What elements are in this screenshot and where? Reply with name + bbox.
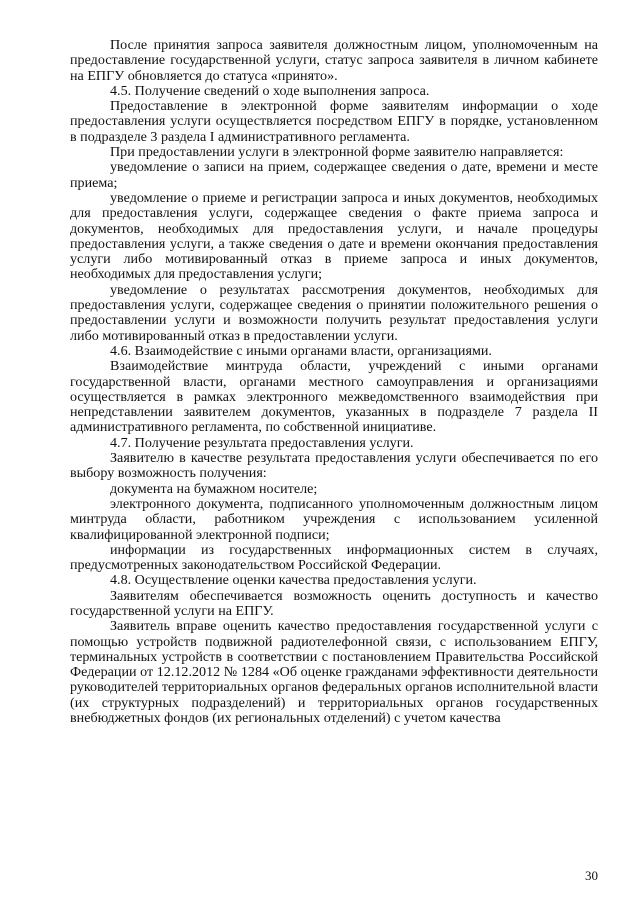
paragraph-quality-devices: Заявитель вправе оценить качество предоставления государственной услуги с помощью устройств подвижной радиотелефонной связи, с использованием ЕПГУ, терминальных устройств в соответствии с постановлением Правительства Российской Федерации от 12.12.2012 № 1284 «Об оценке гражданами эффективности деятельности руководителей территориальных органов федеральных органов исполнительной власти (их структурных подразделений) и территориальных органов государственных внебюджетных фондов (их региональных отделений) с учетом качества bbox=[70, 618, 598, 727]
paragraph-notification-appointment: уведомление о записи на прием, содержащее сведения о дате, времени и месте приема; bbox=[70, 159, 598, 191]
paragraph-result-options: Заявителю в качестве результата предоставления услуги обеспечивается по его выбору возможность получения: bbox=[70, 450, 598, 482]
paragraph-status-accepted: После принятия запроса заявителя должностным лицом, уполномоченным на предоставление государственной услуги, статус запроса заявителя в личном кабинете на ЕПГУ обновляется до статуса «принято». bbox=[70, 37, 598, 84]
page-number: 30 bbox=[585, 868, 598, 883]
paragraph-information-systems: информации из государственных информационных систем в случаях, предусмотренных законодательством Российской Федерации. bbox=[70, 541, 598, 574]
section-heading-4-8: 4.8. Осуществление оценки качества предоставления услуги. bbox=[110, 572, 477, 589]
paragraph-notification-registration: уведомление о приеме и регистрации запроса и иных документов, необходимых для предоставления услуги, содержащее сведения о факте приема запроса и документов, необходимых для предоставления услуги, и начале процедуры предоставления услуги, а также сведения о дате и времени окончания предоставления услуги либо мотивированный отказ в приеме запроса и иных документов, необходимых для предоставления услуги; bbox=[70, 189, 598, 283]
paragraph-paper-document: документа на бумажном носителе; bbox=[110, 480, 318, 497]
paragraph-notifications-intro: При предоставлении услуги в электронной форме заявителю направляется: bbox=[110, 144, 564, 161]
paragraph-notification-results: уведомление о результатах рассмотрения документов, необходимых для предоставления услуги, содержащее сведения о принятии положительного решения о предоставлении услуги и возможности получить результат предоставления услуги либо мотивированный отказ в предоставлении услуги. bbox=[70, 281, 598, 344]
paragraph-electronic-document: электронного документа, подписанного уполномоченным должностным лицом минтруда области, работником учреждения с использованием усиленной квалифицированной электронной подписи; bbox=[70, 495, 598, 543]
paragraph-quality-assessment: Заявителям обеспечивается возможность оценить доступность и качество государственной услуги на ЕПГУ. bbox=[70, 587, 598, 619]
document-page bbox=[70, 38, 598, 726]
section-heading-4-6: 4.6. Взаимодействие с иными органами власти, организациями. bbox=[110, 342, 492, 359]
section-heading-4-5: 4.5. Получение сведений о ходе выполнения запроса. bbox=[110, 82, 430, 99]
paragraph-progress-info: Предоставление в электронной форме заявителям информации о ходе предоставления услуги осуществляется посредством ЕПГУ в порядке, установленном в подразделе 3 раздела I административного регламента. bbox=[70, 98, 598, 145]
paragraph-interaction: Взаимодействие минтруда области, учреждений с иными органами государственной власти, органами местного самоуправления и организациями осуществляется в рамках электронного межведомственного взаимодействия при непредставлении заявителем документов, указанных в подразделе 7 раздела II административного регламента, по собственной инициативе. bbox=[70, 358, 598, 436]
section-heading-4-7: 4.7. Получение результата предоставления услуги. bbox=[110, 434, 414, 451]
